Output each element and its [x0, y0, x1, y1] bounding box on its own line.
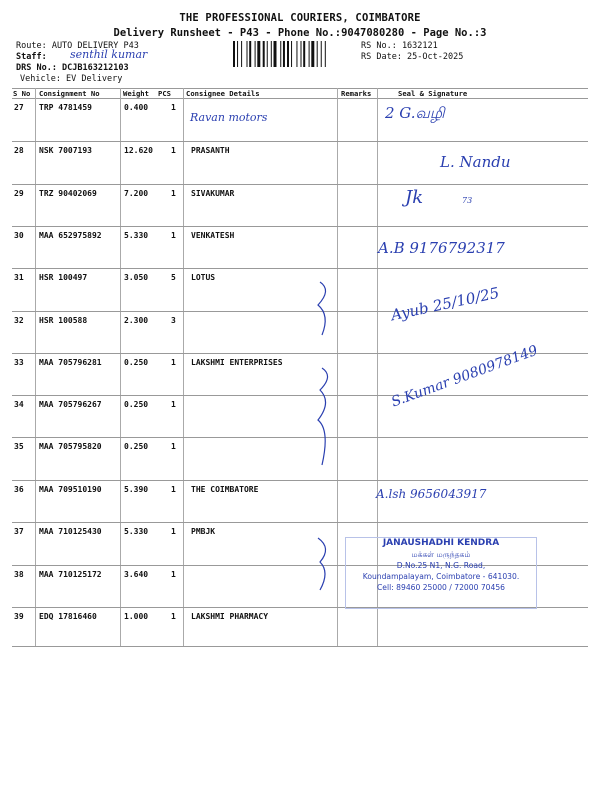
cell-weight: 0.400	[124, 103, 149, 112]
company-title: THE PROFESSIONAL COURIERS, COIMBATORE	[179, 12, 421, 24]
cell-sno: 39	[14, 612, 24, 621]
cell-pcs: 1	[171, 103, 176, 112]
cell-consignee: VENKATESH	[191, 231, 235, 240]
cell-weight: 7.200	[124, 189, 149, 198]
col-header-consignment: Consignment No	[39, 89, 100, 98]
cell-consignee: SIVAKUMAR	[191, 189, 235, 198]
drs-number: DRS No.: DCJB163212103	[16, 63, 129, 73]
cell-consignment: MAA 709510190	[39, 485, 102, 494]
cell-pcs: 1	[171, 146, 176, 155]
cell-pcs: 1	[171, 527, 176, 536]
cell-sno: 29	[14, 189, 24, 198]
col-header-remarks: Remarks	[341, 89, 372, 98]
vehicle-text: Vehicle: EV Delivery	[20, 74, 123, 84]
cell-consignment: TRZ 90402069	[39, 189, 97, 198]
signature-row30: A.B 9176792317	[378, 239, 505, 257]
cell-consignee: LAKSHMI PHARMACY	[191, 612, 269, 621]
cell-pcs: 3	[171, 316, 176, 325]
staff-label: Staff:	[16, 52, 47, 62]
col-header-pcs: PCS	[158, 89, 171, 98]
cell-weight: 0.250	[124, 442, 149, 451]
pharmacy-stamp	[345, 537, 537, 609]
handwritten-consignee: Ravan motors	[190, 111, 268, 124]
cell-sno: 38	[14, 570, 24, 579]
cell-weight: 3.640	[124, 570, 149, 579]
cell-sno: 32	[14, 316, 24, 325]
signature-row36: A.lsh 9656043917	[376, 487, 487, 501]
cell-consignee: PRASANTH	[191, 146, 230, 155]
cell-consignee: LAKSHMI ENTERPRISES	[191, 358, 283, 367]
rs-date: RS Date: 25-Oct-2025	[361, 52, 464, 62]
cell-weight: 0.250	[124, 358, 149, 367]
cell-pcs: 1	[171, 400, 176, 409]
stamp-title: JANAUSHADHI KENDRA	[382, 538, 500, 548]
cell-pcs: 1	[171, 231, 176, 240]
cell-consignment: HSR 100588	[39, 316, 88, 325]
cell-weight: 1.000	[124, 612, 149, 621]
cell-consignment: MAA 705796267	[39, 400, 102, 409]
signature-row29: Jk	[405, 187, 424, 208]
cell-sno: 36	[14, 485, 24, 494]
cell-weight: 2.300	[124, 316, 149, 325]
cell-pcs: 1	[171, 442, 176, 451]
stamp-tamil: மக்கள் மருந்தகம்	[411, 550, 471, 559]
cell-consignment: EDQ 17816460	[39, 612, 97, 621]
cell-sno: 35	[14, 442, 24, 451]
col-header-consignee: Consignee Details	[186, 89, 260, 98]
cell-consignment: MAA 710125172	[39, 570, 102, 579]
cell-consignee: PMBJK	[191, 527, 216, 536]
cell-consignment: NSK 7007193	[39, 146, 92, 155]
signature-row28: L. Nandu	[440, 153, 511, 171]
cell-sno: 28	[14, 146, 24, 155]
cell-consignment: MAA 710125430	[39, 527, 102, 536]
cell-consignment: TRP 4781459	[39, 103, 92, 112]
signature-row34: S.Kumar 9080978149	[389, 342, 540, 411]
cell-sno: 33	[14, 358, 24, 367]
cell-weight: 5.330	[124, 231, 149, 240]
rs-number: RS No.: 1632121	[361, 41, 438, 51]
cell-consignment: MAA 705795820	[39, 442, 102, 451]
runsheet-subtitle: Delivery Runsheet - P43 - Phone No.:9047080280 - Page No.:3	[113, 27, 487, 39]
cell-pcs: 1	[171, 485, 176, 494]
signature-row27: 2 G.வழி	[385, 104, 445, 122]
cell-sno: 27	[14, 103, 24, 112]
col-header-sno: S No	[13, 89, 31, 98]
cell-pcs: 5	[171, 273, 176, 282]
col-header-weight: Weight	[123, 89, 149, 98]
cell-sno: 30	[14, 231, 24, 240]
stamp-address2: Koundampalayam, Coimbatore - 641030.	[362, 572, 520, 581]
handwritten-bracket-marks	[310, 280, 340, 610]
cell-pcs: 1	[171, 189, 176, 198]
stamp-phone: Cell: 89460 25000 / 72000 70456	[376, 583, 505, 592]
cell-weight: 5.390	[124, 485, 149, 494]
cell-sno: 34	[14, 400, 24, 409]
cell-consignment: MAA 652975892	[39, 231, 102, 240]
cell-weight: 0.250	[124, 400, 149, 409]
route-text: Route: AUTO DELIVERY P43	[16, 41, 139, 51]
cell-pcs: 1	[171, 570, 176, 579]
cell-weight: 12.620	[124, 146, 153, 155]
cell-consignee: LOTUS	[191, 273, 216, 282]
cell-weight: 5.330	[124, 527, 149, 536]
note-row29: 73	[462, 196, 473, 205]
barcode-image	[232, 41, 358, 67]
cell-consignment: MAA 705796281	[39, 358, 102, 367]
cell-sno: 31	[14, 273, 24, 282]
cell-weight: 3.050	[124, 273, 149, 282]
cell-consignment: HSR 100497	[39, 273, 88, 282]
signature-row31: Ayub 25/10/25	[389, 283, 501, 325]
cell-pcs: 1	[171, 612, 176, 621]
cell-pcs: 1	[171, 358, 176, 367]
stamp-address1: D.No.25 N1, N.G. Road,	[396, 561, 486, 570]
staff-handwritten-name: senthil kumar	[70, 48, 148, 61]
cell-sno: 37	[14, 527, 24, 536]
cell-consignee: THE COIMBATORE	[191, 485, 259, 494]
col-header-seal: Seal & Signature	[398, 89, 468, 98]
